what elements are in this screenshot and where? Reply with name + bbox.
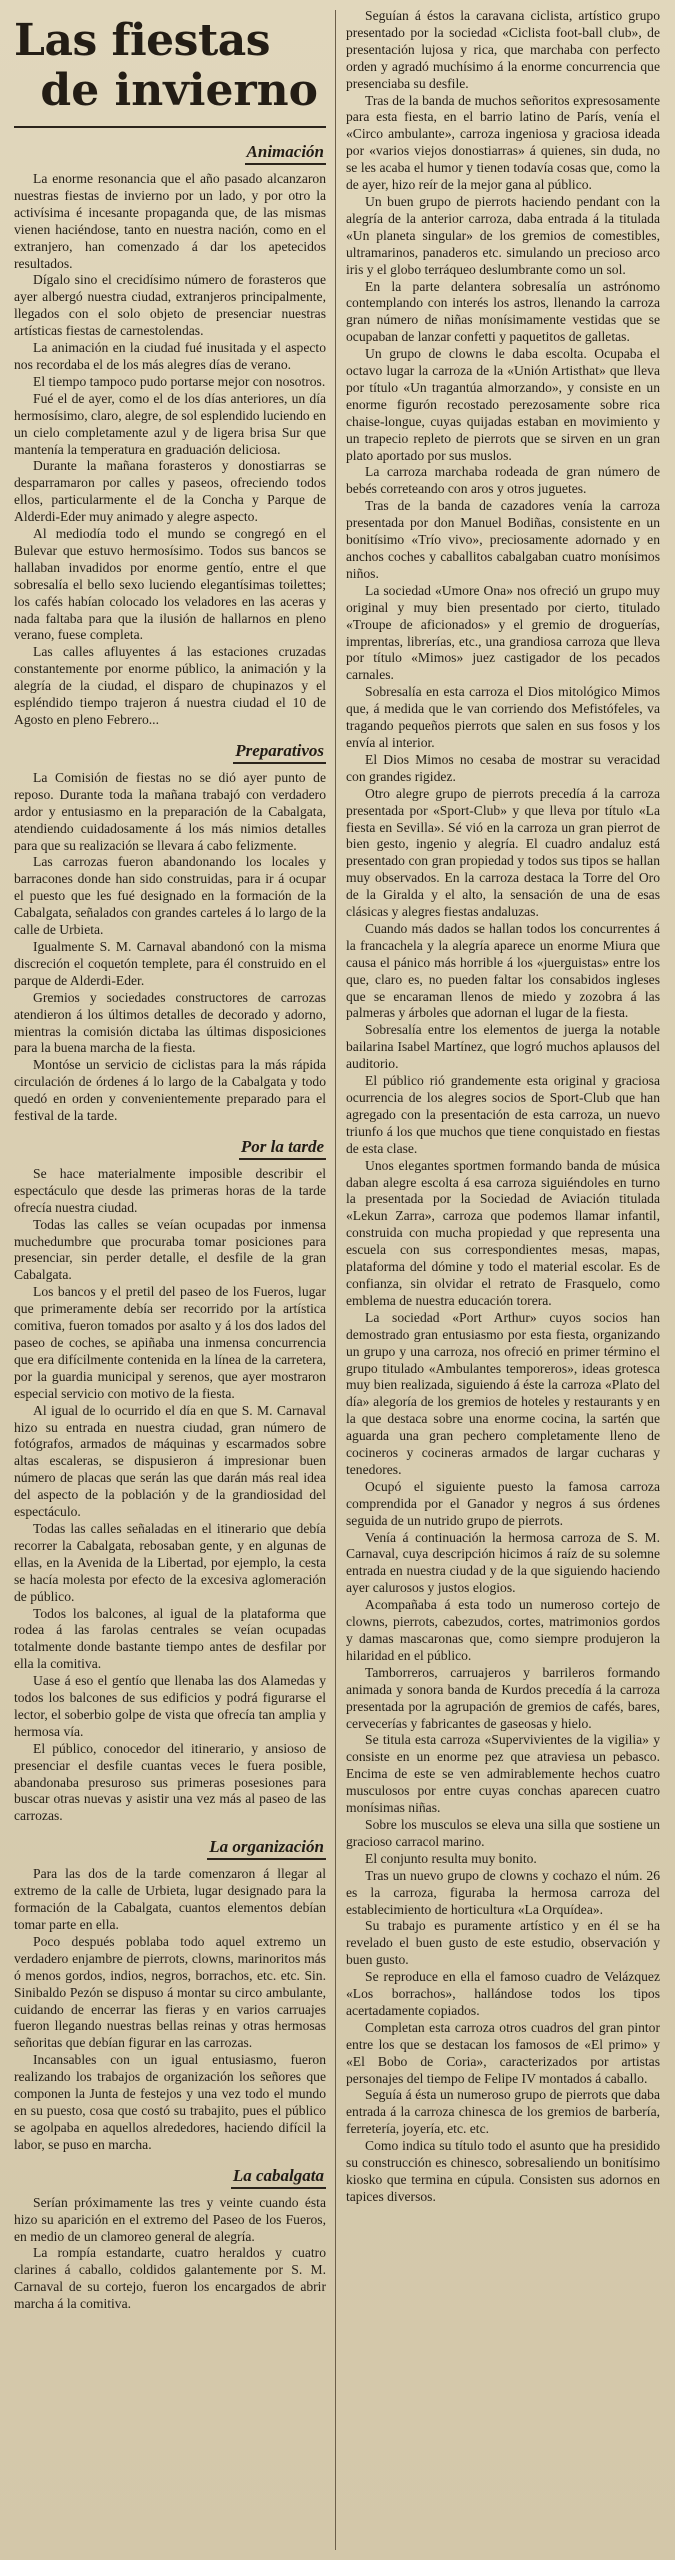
article-paragraph: La enorme resonancia que el año pasado alcanzaron nuestras fiestas de invierno por un lado, y por otro la activísima é incesante propaganda que, de las mismas vienen haciéndose, tanto en nuestra nación, como en el extranjero, han comenzado á dar los apetecidos resultados.	[14, 171, 326, 271]
article-title-line-2: de invierno	[40, 65, 318, 116]
article-paragraph: Un buen grupo de pierrots haciendo pendant con la alegría de la anterior carroza, daba entrada á la titulada «Un planeta singular» de los gremios de comestibles, ultramarinos, panaderos etc. simulando un precioso arco iris y el globo terráqueo deslumbrante como un sol.	[346, 193, 660, 277]
article-paragraph: Al igual de lo ocurrido el día en que S. M. Carnaval hizo su entrada en nuestra ciudad, gran número de fotógrafos, armados de máquinas y escarmados sobre altas escaleras, se dispusieron á impresionar buen número de placas que serán las que darán más real idea del aspecto de la población y de la grandiosidad del espectáculo.	[14, 1402, 326, 1520]
article-paragraph: Todos los balcones, al igual de la plataforma que rodea á las farolas centrales se veían ocupadas totalmente donde bastante tiempo antes de desfilar por ella la comitiva.	[14, 1605, 326, 1672]
column-divider	[335, 10, 336, 2550]
article-paragraph: Venía á continuación la hermosa carroza de S. M. Carnaval, cuya descripción hicimos á raíz de su solemne entrada en nuestra ciudad y de la que siguiendo haciendo ayer calurosos y justos elogios.	[346, 1529, 660, 1596]
article-paragraph: La carroza marchaba rodeada de gran número de bebés correteando con aros y otros juguetes.	[346, 464, 660, 497]
article-paragraph: Sobresalía en esta carroza el Dios mitológico Mimos que, á medida que le van corriendo dos Mefistófeles, va tragando pequeños pierrots que salen en sus fosos y los envía al interior.	[346, 684, 660, 750]
article-paragraph: Todas las calles se veían ocupadas por inmensa muchedumbre que procuraba tomar posiciones para presenciar, sin perder detalle, el desfile de la gran Cabalgata.	[14, 1216, 326, 1283]
section-heading-por-la-tarde: Por la tarde	[14, 1137, 326, 1160]
article-paragraph: Su trabajo es puramente artístico y en él se ha revelado el buen gusto de este estudio, observación y buen gusto.	[346, 1918, 660, 1968]
article-masthead	[14, 16, 326, 116]
section-body-preparativos	[14, 770, 326, 1125]
article-paragraph: Sobresalía entre los elementos de juerga la notable bailarina Isabel Martínez, que logró muchos aplausos del auditorio.	[346, 1022, 660, 1072]
article-paragraph: El público, conocedor del itinerario, y ansioso de presenciar el desfile cuantas veces le fuera posible, abandonaba presuroso sus primeras posesiones para buscar otras nuevas y asistir una vez más al paseo de las carrozas.	[14, 1740, 326, 1824]
article-paragraph: Tamborreros, carruajeros y barrileros formando animada y sonora banda de Kurdos precedía á la carroza presentada por la agrupación de gremios de cafés, bares, cervecerías y fabricantes de gaseosas y hielo.	[346, 1664, 660, 1731]
section-heading-cabalgata: La cabalgata	[14, 2166, 326, 2189]
article-paragraph: El tiempo tampoco pudo portarse mejor con nosotros.	[33, 373, 326, 389]
article-paragraph: Poco después poblaba todo aquel extremo un verdadero enjambre de pierrots, clowns, marinoritos más ó menos gordos, indios, negros, borrachos, etc. etc. Sin. Sinibaldo Pezón se dispuso á montar su circo ambulante, cuidando de encerrar las fieras y en varios carruajes fueron llegando nuestras bellas reinas y otras hermosas señoritas que debían figurar en las carrozas.	[14, 1933, 326, 2051]
article-paragraph: Uase á eso el gentío que llenaba las dos Alamedas y todos los balcones de sus edificios y podrá figurarse el lector, el soberbio golpe de vista que ofrecía tan amplia y hermosa vía.	[14, 1673, 326, 1739]
article-paragraph: Ocupó el siguiente puesto la famosa carroza comprendida por el Ganador y negros á sus órdenes seguida de un nutrido grupo de pierrots.	[346, 1478, 660, 1528]
article-paragraph: En la parte delantera sobresalía un astrónomo contemplando con interés los astros, llenando la carroza gran número de niñas monísimamente vestidas que se ocupaban de lanzar confetti y paquetitos de galletas.	[346, 278, 660, 345]
article-paragraph: Fué el de ayer, como el de los días anteriores, un día hermosísimo, claro, alegre, de sol esplendido luciendo en un cielo completamente azul y de ligera brisa Sur que mantenía la temperatura en graduación deliciosa.	[14, 390, 326, 457]
section-body-cabalgata	[14, 2195, 326, 2313]
article-paragraph: La sociedad «Umore Ona» nos ofreció un grupo muy original y muy bien presentado por cierto, titulado «Troupe de aficionados» y el gremio de droguerías, imprentas, librerías, etc., una grandiosa carroza que lleva por título «Mimos» juez castigador de los pecados carnales.	[346, 582, 660, 683]
section-heading-animacion: Animación	[14, 142, 326, 165]
article-paragraph: Todas las calles señaladas en el itinerario que debía recorrer la Cabalgata, rebosaban gente, y en algunas de ellas, en la Avenida de la Libertad, por ejemplo, la cesta se hacía molesta por efecto de la excesiva aglomeración de público.	[14, 1520, 326, 1604]
article-paragraph: Tras de la banda de cazadores venía la carroza presentada por don Manuel Bodiñas, consistente en un bonitísimo «Trío vivo», preciosamente adornado y en anchos coches y caballitos cabalgaban cuatro monísimos niños.	[346, 498, 660, 581]
section-body-animacion	[14, 171, 326, 729]
article-paragraph: Las carrozas fueron abandonando los locales y barracones donde han sido construidas, para ir á ocupar el puesto que les fué designado en la formación de la Cabalgata, señalados con grandes carteles á lo largo de la calle de Urbieta.	[14, 854, 326, 938]
article-paragraph: Un grupo de clowns le daba escolta. Ocupaba el octavo lugar la carroza de la «Unión Artisthat» que lleva por título «Un tragantúa almorzando», y consiste en un enorme figurón recostado perezosamente sobre rica chaise-longue, cuyas quijadas estaban en movimiento y un trapecio repleto de pierrots que se sirven en un gran plato aportado por sus muslos.	[346, 346, 660, 463]
article-paragraph: Serían próximamente las tres y veinte cuando ésta hizo su aparición en el extremo del Paseo de los Fueros, en medio de un clamoreo general de alegría.	[14, 2194, 326, 2244]
right-column-body	[346, 8, 660, 2206]
article-paragraph: Completan esta carroza otros cuadros del gran pintor entre los que se destacan los famosos de «El primo» y «El Bobo de Coria», caracterizados por artistas personajes del tiempo de Felipe IV montados á caballo.	[346, 2019, 660, 2086]
article-paragraph: Las calles afluyentes á las estaciones cruzadas constantemente por enorme público, la animación y la alegría de la ciudad, el disparo de chupinazos y el espléndido tiempo trajeron á nuestra ciudad el 10 de Agosto en pleno Febrero...	[14, 644, 326, 727]
article-paragraph: El público rió grandemente esta original y graciosa ocurrencia de los alegres socios de Sport-Club que han agregado con la presentación de esta carroza, un nuevo triunfo á los que muchos que tiene conquistado en fiestas de esta clase.	[346, 1073, 660, 1156]
article-paragraph: Para las dos de la tarde comenzaron á llegar al extremo de la calle de Urbieta, lugar designado para la formación de la Cabalgata, cuantos elementos debían tomar parte en ella.	[14, 1866, 326, 1932]
section-body-organizacion	[14, 1866, 326, 2153]
article-paragraph: La rompía estandarte, cuatro heraldos y cuatro clarines á caballo, coldidos galantemente por S. M. Carnaval de su cortejo, fueron los encargados de abrir marcha á la comitiva.	[14, 2245, 326, 2312]
article-paragraph: El Dios Mimos no cesaba de mostrar su veracidad con grandes rigidez.	[346, 751, 660, 784]
article-paragraph: Gremios y sociedades constructores de carrozas atendieron á los últimos detalles de decorado y adorno, mientras la comisión dictaba las últimas disposiciones para la buena marcha de la fiesta.	[14, 989, 326, 1056]
article-paragraph: Se titula esta carroza «Supervivientes de la vigilia» y consiste en un enorme pez que atraviesa un pebasco. Encima de este se ven admirablemente hechos cuatro musculosos por entre cuyas conchas aparecen cuatro monísimas niñas.	[346, 1732, 660, 1816]
article-paragraph: Cuando más dados se hallan todos los concurrentes á la francachela y la alegría aparece un enorme Miura que causa el pánico más horrible á los «juerguistas» entre los que, claro es, no pueden faltar los consabidos ingleses que se encaraman llenos de miedo y zozobra á las palmeras y árboles que adornan el lugar de la fiesta.	[346, 920, 660, 1021]
article-paragraph: Se hace materialmente imposible describir el espectáculo que desde las primeras horas de la tarde ofrecía nuestra ciudad.	[14, 1165, 326, 1215]
section-body-por-la-tarde	[14, 1166, 326, 1825]
article-paragraph: Unos elegantes sportmen formando banda de música daban alegre escolta á esa carroza siguiéndoles en turno la presentada por la Sociedad de Aviación titulada «Lekun Zarra», carroza que podemos llamar infantil, construida con mucha propiedad y que representa una escuela con sus correspondientes mesas, mapas, plataforma del dómine y todo el material escolar. Es de confianza, sin olvidar el retrato de Frasquelo, como emblema de nuestra educación torera.	[346, 1157, 660, 1308]
article-paragraph: Los bancos y el pretil del paseo de los Fueros, lugar que primeramente debía ser recorrido por la artística comitiva, fueron tomados por asalto y á los dos lados del paseo de coches, se apiñaba una inmensa concurrencia que era difícilmente contenida en la línea de la carretera, por la guardia municipal y serenos, que ayer mostraron especial servicio con motivo de la fiesta.	[14, 1284, 326, 1401]
right-column	[346, 8, 660, 2552]
article-paragraph: La animación en la ciudad fué inusitada y el aspecto nos recordaba el de los más alegres días de verano.	[14, 340, 326, 372]
article-paragraph: Como indica su título todo el asunto que ha presidido su construcción es chinesco, sobresaliendo un bonitísimo kiosko que termina en cúpula. Consisten sus adornos en tapices diversos.	[346, 2138, 660, 2204]
article-paragraph: Igualmente S. M. Carnaval abandonó con la misma discreción el coquetón templete, para él construido en el parque de Alderdi-Eder.	[14, 938, 326, 988]
left-column	[14, 8, 326, 2552]
article-paragraph: Incansables con un igual entusiasmo, fueron realizando los trabajos de organización los señores que componen la Junta de festejos y una vez todo el mundo en su puesto, cosa que costó su trabajito, pues el público se agolpaba en aquellos alrededores, haciendo difícil la labor, se puso en marcha.	[14, 2052, 326, 2152]
article-paragraph: Dígalo sino el crecidísimo número de forasteros que ayer albergó nuestra ciudad, extranjeros principalmente, llegados con el solo objeto de presenciar nuestras artísticas fiestas de carnestolendas.	[14, 272, 326, 339]
section-heading-preparativos: Preparativos	[14, 741, 326, 764]
article-paragraph: Tras un nuevo grupo de clowns y cochazo el núm. 26 es la carroza, figuraba la hermosa carroza del establecimiento de horticultura «La Orquídea».	[346, 1867, 660, 1917]
article-title-line-1: Las fiestas	[14, 15, 271, 66]
article-paragraph: La Comisión de fiestas no se dió ayer punto de reposo. Durante toda la mañana trabajó con verdadero ardor y entusiasmo en la preparación de la Cabalgata, atendiendo cuidadosamente á los más nimios detalles para que su realización se llevara á cabo felizmente.	[14, 769, 326, 853]
article-paragraph: Se reproduce en ella el famoso cuadro de Velázquez «Los borrachos», hallándose todos los tipos acertadamente copiados.	[346, 1969, 660, 2018]
article-paragraph: Seguía á ésta un numeroso grupo de pierrots que daba entrada á la carroza chinesca de los gremios de barbería, ferretería, joyería, etc. etc.	[346, 2087, 660, 2137]
article-paragraph: Acompañaba á esta todo un numeroso cortejo de clowns, pierrots, cabezudos, cortes, matrimonios gordos y damas mascaronas que, como siempre produjeron la hilaridad en el público.	[346, 1597, 660, 1663]
article-paragraph: Tras de la banda de muchos señoritos expresosamente para esta fiesta, en el barrio latino de París, venía el «Circo ambulante», carroza ingeniosa y graciosa ideada por «varios viejos donostiarras» á quienes, sin duda, no se les acaba el humor y tienen todavía cosas que, como la de ayer, hizo reír de la mejor gana al público.	[346, 92, 660, 193]
article-paragraph: Otro alegre grupo de pierrots precedía á la carroza presentada por «Sport-Club» y que lleva por título «La fiesta en Sevilla». Sé vió en la carroza un gran pierrot de bien gesto, ingenio y alegría. El cuadro andaluz está presentado con gran propiedad y todos sus tipos se hallan muy observados. En la carroza destaca la Torre del Oro de la Giralda y el alto, la sensación de una de esas clásicas y alegres fiestas andaluzas.	[346, 785, 660, 920]
article-paragraph: Al mediodía todo el mundo se congregó en el Bulevar que estuvo hermosísimo. Todos sus bancos se hallaban invadidos por enorme gentío, entre el que sobresalía el bello sexo luciendo elegantísimas toilettes; los cafés habían colocado los veladores en las aceras y nada faltaba para que la ilusión de hallarnos en pleno verano, fuese completa.	[14, 526, 326, 643]
section-heading-organizacion: La organización	[14, 1837, 326, 1860]
title-divider	[14, 126, 326, 128]
article-paragraph: El conjunto resulta muy bonito.	[365, 1850, 537, 1866]
article-paragraph: Seguían á éstos la caravana ciclista, artístico grupo presentado por la sociedad «Ciclista foot-ball club», de presentación lujosa y rica, que marchaba con perfecto orden y agradó muchísimo á la enorme concurrencia que presenciaba su desfile.	[346, 8, 660, 91]
article-paragraph: La sociedad «Port Arthur» cuyos socios han demostrado gran entusiasmo por esta fiesta, organizando un grupo y una carroza, nos ofreció en primer término el grupo titulado «Ambulantes temporeros», ideas grotesca muy bien realizada, siguiendo á éste la carroza «Plato del día» alegoría de los gremios de hoteles y restaurants y en la que destaca sobre una enorme cocina, la sartén que aguarda una gran pechero completamente lleno de cocineros y cocineras armados de largar cucharas y tenedores.	[346, 1309, 660, 1477]
article-paragraph: Montóse un servicio de ciclistas para la más rápida circulación de órdenes á lo largo de la Cabalgata y todo quedó en orden y convenientemente preparado para el festival de la tarde.	[14, 1057, 326, 1124]
article-paragraph: Sobre los musculos se eleva una silla que sostiene un gracioso carracol marino.	[346, 1816, 660, 1849]
article-paragraph: Durante la mañana forasteros y donostiarras se desparramaron por calles y paseos, ofreciendo todos ellos, particularmente el de la Concha y Parque de Alderdi-Eder muy animado y alegre aspecto.	[14, 458, 326, 525]
